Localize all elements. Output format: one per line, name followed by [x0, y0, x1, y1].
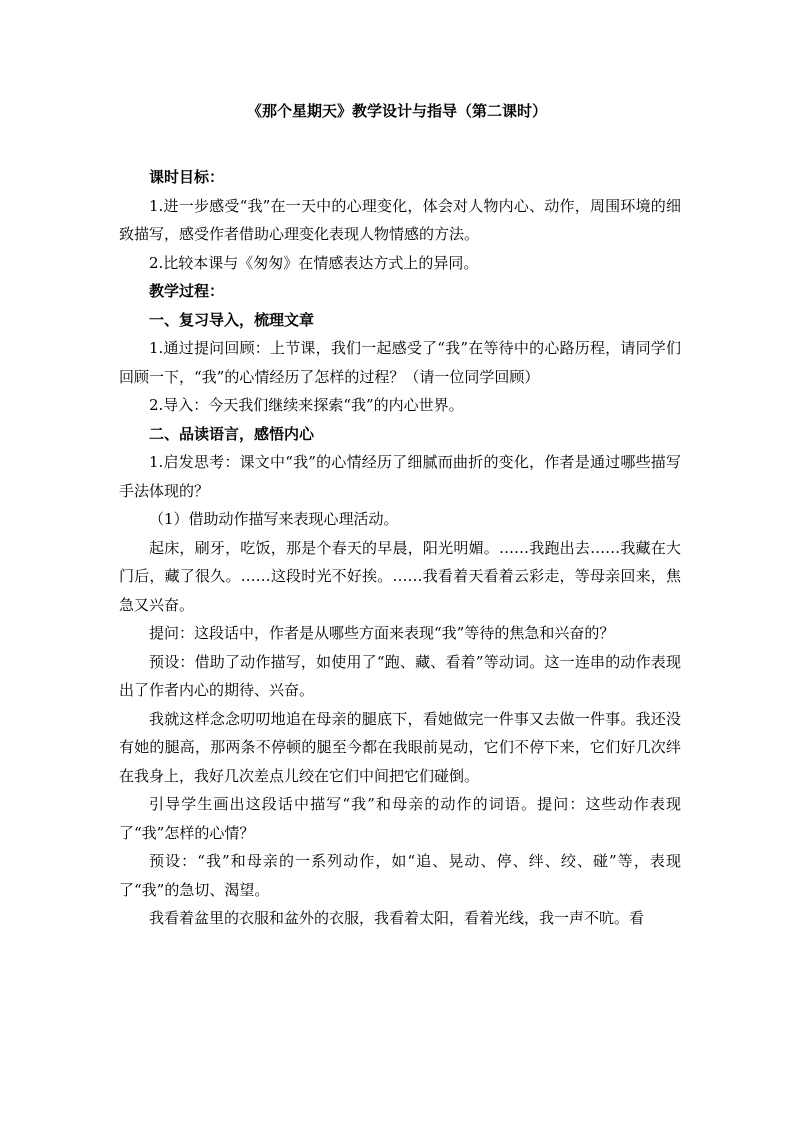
paragraph-review: 1.通过提问回顾：上节课，我们一起感受了“我”在等待中的心路历程，请同学们回顾一下，“我”的心情经历了怎样的过程？（请一位同学回顾） — [119, 339, 681, 386]
paragraph-quote-1: 起床，刷牙，吃饭，那是个春天的早晨，阳光明媚。……我跑出去……我藏在大门后，藏了很久。……这段时光不好挨。……我看着天看着云彩走，等母亲回来，焦急又兴奋。 — [119, 538, 681, 614]
paragraph-question-1: 提问：这段话中，作者是从哪些方面来表现“我”等待的焦急和兴奋的？ — [149, 624, 615, 642]
paragraph-process-heading: 教学过程： — [149, 282, 225, 300]
paragraph-answer-2: 预设：“我”和母亲的一系列动作，如“追、晃动、停、绊、绞、碰”等，表现了“我”的急切、渴望。 — [119, 852, 681, 899]
document-title: 《那个星期天》教学设计与指导（第二课时） — [246, 102, 547, 120]
paragraph-quote-3: 我看着盆里的衣服和盆外的衣服，我看着太阳，看着光线，我一声不吭。看 — [149, 909, 645, 927]
paragraph-think: 1.启发思考：课文中“我”的心情经历了细腻而曲折的变化，作者是通过哪些描写手法体现的？ — [119, 453, 681, 500]
paragraph-goals-heading: 课时目标： — [149, 168, 225, 186]
paragraph-goal-1: 1.进一步感受“我”在一天中的心理变化，体会对人物内心、动作，周围环境的细致描写，感受作者借助心理变化表现人物情感的方法。 — [119, 196, 681, 243]
section-heading-1: 一、复习导入，梳理文章 — [149, 310, 315, 329]
paragraph-answer-1: 预设：借助了动作描写，如使用了“跑、藏、看着”等动词。这一连串的动作表现出了作者内心的期待、兴奋。 — [119, 652, 681, 699]
paragraph-question-2: 引导学生画出这段话中描写“我”和母亲的动作的词语。提问：这些动作表现了“我”怎样的心情？ — [119, 795, 681, 842]
document-body — [119, 163, 681, 933]
section-heading-2: 二、品读语言，感悟内心 — [149, 424, 315, 443]
paragraph-goal-2: 2.比较本课与《匆匆》在情感表达方式上的异同。 — [149, 253, 479, 272]
paragraph-quote-2: 我就这样念念叨叨地追在母亲的腿底下，看她做完一件事又去做一件事。我还没有她的腿高，那两条不停顿的腿至今都在我眼前晃动，它们不停下来，它们好几次绊在我身上，我好几次差点儿绞在它们中间把它们碰倒。 — [119, 709, 681, 785]
paragraph-action-desc: （1）借助动作描写来表现心理活动。 — [149, 510, 399, 528]
paragraph-intro: 2.导入：今天我们继续来探索“我”的内心世界。 — [149, 396, 464, 414]
